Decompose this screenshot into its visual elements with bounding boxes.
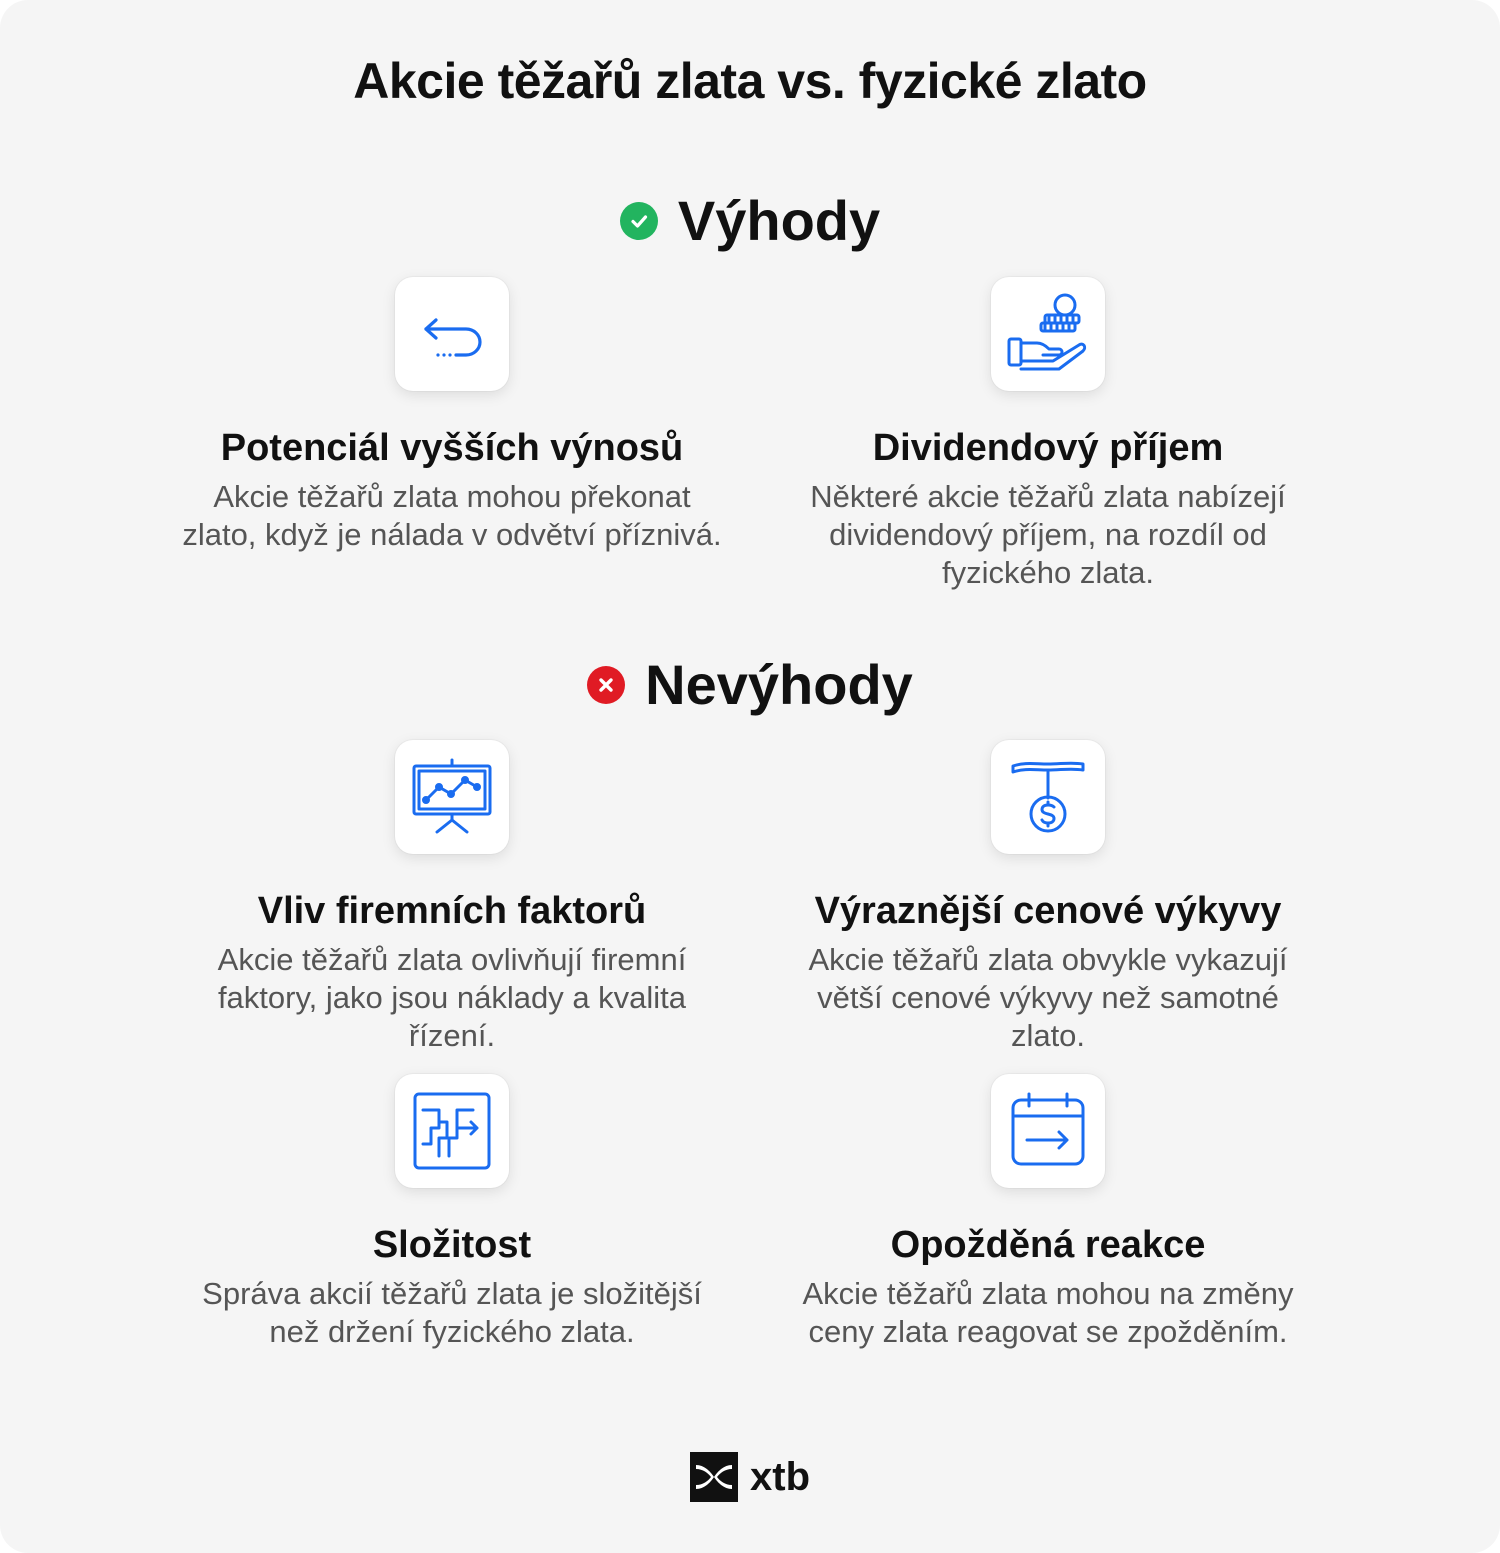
- item-description: Správa akcií těžařů zlata je složitější než držení fyzického zlata.: [202, 1276, 702, 1349]
- complex-path-icon: [395, 1074, 509, 1188]
- xtb-logo-icon: [690, 1452, 738, 1502]
- item-description: Akcie těžařů zlata mohou na změny ceny zlata reagovat se zpožděním.: [802, 1276, 1294, 1349]
- x-circle-icon: [587, 666, 625, 704]
- item-title: Dividendový příjem: [872, 427, 1224, 469]
- item-title: Složitost: [372, 1224, 532, 1266]
- disadvantage-item: [768, 1074, 1328, 1351]
- check-circle-icon: [620, 202, 658, 240]
- calendar-arrow-icon: [991, 1074, 1105, 1188]
- brand-name: xtb: [750, 1454, 810, 1499]
- page-title: Akcie těžařů zlata vs. fyzické zlato: [353, 53, 1147, 109]
- item-description: Akcie těžařů zlata obvykle vykazují větší cenové výkyvy než samotné zlato.: [808, 942, 1288, 1053]
- item-description: Akcie těžařů zlata ovlivňují firemní faktory, jako jsou náklady a kvalita řízení.: [217, 942, 687, 1053]
- advantages-heading: [0, 188, 1500, 253]
- brand-logo: [0, 1452, 1500, 1502]
- dollar-pendulum-icon: [991, 740, 1105, 854]
- return-arrow-icon: [395, 277, 509, 391]
- disadvantages-label: Nevýhody: [645, 653, 913, 716]
- presentation-chart-icon: [395, 740, 509, 854]
- disadvantage-item: [172, 1074, 732, 1351]
- item-title: Opožděná reakce: [890, 1224, 1206, 1266]
- item-description: Některé akcie těžařů zlata nabízejí dividendový příjem, na rozdíl od fyzického zlata.: [810, 479, 1286, 590]
- disadvantage-item: [172, 740, 732, 1055]
- advantage-item: [172, 277, 732, 554]
- advantages-label: Výhody: [677, 189, 881, 252]
- item-title: Vliv firemních faktorů: [257, 890, 647, 932]
- hand-coins-icon: [991, 277, 1105, 391]
- disadvantage-item: [768, 740, 1328, 1055]
- item-title: Potenciál vyšších výnosů: [220, 427, 684, 469]
- advantage-item: [768, 277, 1328, 592]
- item-description: Akcie těžařů zlata mohou překonat zlato, když je nálada v odvětví příznivá.: [182, 479, 722, 552]
- item-title: Výraznější cenové výkyvy: [814, 890, 1282, 932]
- disadvantages-heading: [0, 652, 1500, 717]
